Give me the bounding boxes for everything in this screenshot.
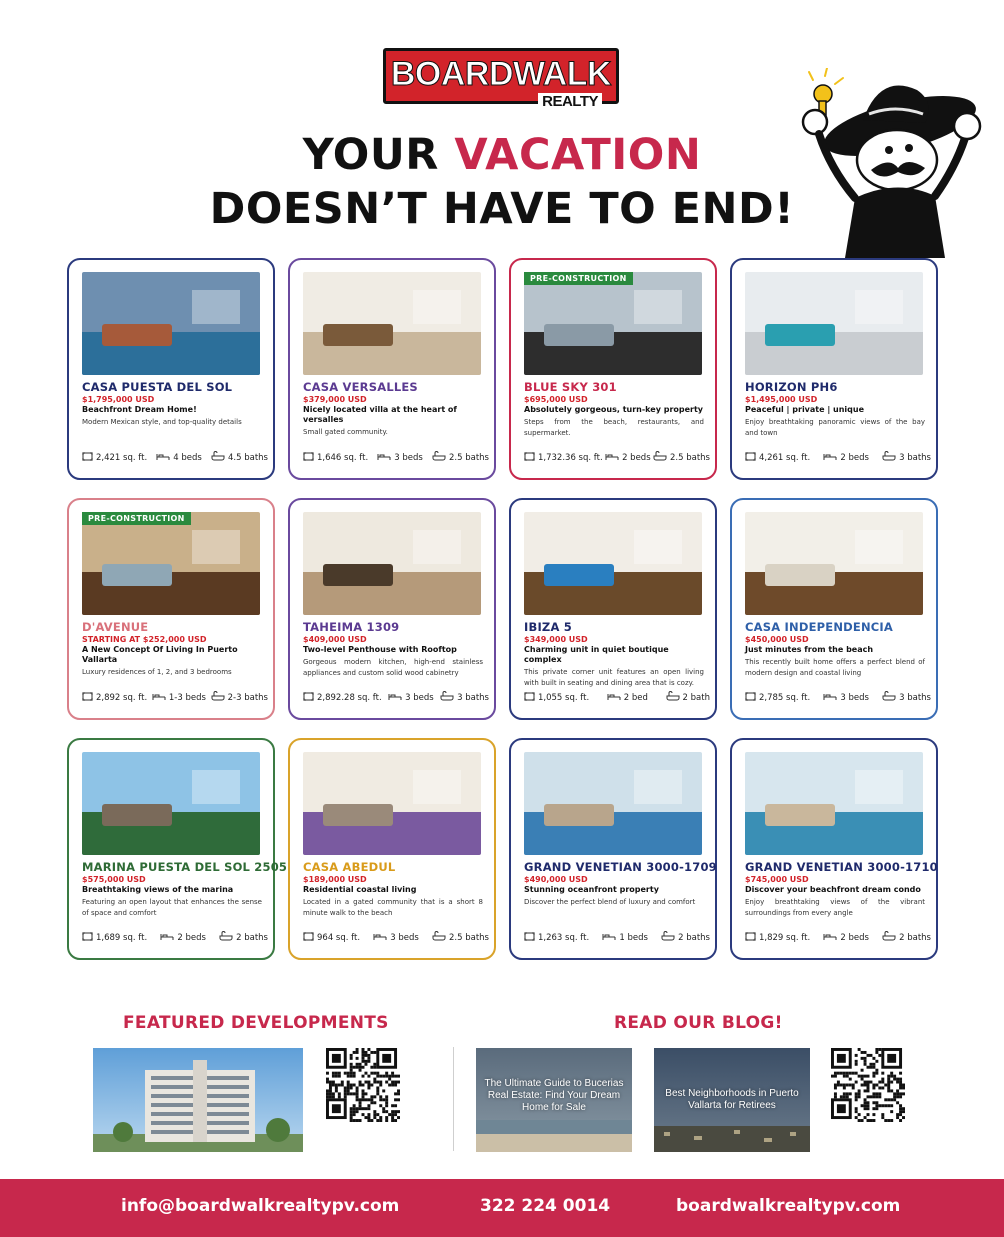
sqft-value: 1,689 sq. ft. — [96, 932, 148, 943]
sqft-spec — [82, 932, 147, 944]
sqft-value: 964 sq. ft. — [317, 932, 361, 943]
baths-value: 2 baths — [678, 932, 710, 943]
bathtub-icon — [653, 451, 667, 464]
listing-tagline: Charming unit in quiet boutique complex — [524, 645, 669, 664]
listing-name[interactable]: CASA INDEPENDENCIA — [745, 620, 893, 634]
beds-spec — [388, 692, 434, 704]
sqft-value: 2,421 sq. ft. — [96, 452, 148, 463]
section-divider — [453, 1047, 454, 1151]
listing-card[interactable] — [509, 738, 717, 960]
listing-photo[interactable] — [524, 272, 702, 375]
listing-card[interactable] — [509, 498, 717, 720]
baths-spec — [211, 451, 268, 464]
listing-name[interactable]: CASA ABEDUL — [303, 860, 396, 874]
listing-description: Discover the perfect blend of luxury and comfort — [524, 898, 696, 906]
sqft-spec — [82, 692, 147, 704]
listing-specs — [303, 931, 489, 944]
headline-pre: YOUR — [302, 130, 455, 180]
listing-photo[interactable] — [303, 272, 481, 375]
listing-photo[interactable] — [303, 512, 481, 615]
pre-construction-badge: PRE-CONSTRUCTION — [82, 512, 191, 525]
listing-price: $349,000 USD — [524, 635, 588, 644]
sqft-spec — [745, 932, 810, 944]
area-icon — [82, 932, 93, 944]
baths-value: 2 bath — [682, 692, 710, 703]
beds-value: 2 bed — [623, 692, 648, 703]
listing-specs — [82, 931, 268, 944]
bed-icon — [823, 692, 837, 704]
listing-description: This recently built home offers a perfect blend of modern design and coastal living — [745, 658, 925, 677]
listing-description: Luxury residences of 1, 2, and 3 bedrooms — [82, 668, 232, 676]
listing-name[interactable]: HORIZON PH6 — [745, 380, 838, 394]
listing-price: $450,000 USD — [745, 635, 809, 644]
beds-spec — [823, 692, 869, 704]
baths-spec — [882, 451, 931, 464]
bathtub-icon — [666, 691, 680, 704]
listing-specs — [303, 451, 489, 464]
listing-description: Featuring an open layout that enhances the sense of space and comfort — [82, 898, 262, 917]
beds-value: 3 beds — [405, 692, 434, 703]
listing-card[interactable] — [67, 498, 275, 720]
bathtub-icon — [661, 931, 675, 944]
listing-tagline: Discover your beachfront dream condo — [745, 885, 921, 894]
baths-value: 2.5 baths — [449, 932, 489, 943]
footer-email-link[interactable]: info@boardwalkrealtypv.com — [121, 1196, 400, 1216]
baths-value: 3 baths — [899, 692, 931, 703]
baths-spec — [432, 451, 489, 464]
beds-value: 2 beds — [177, 932, 206, 943]
listing-description: Modern Mexican style, and top-quality details — [82, 418, 242, 426]
sqft-spec — [524, 932, 589, 944]
listing-tagline: Breathtaking views of the marina — [82, 885, 234, 894]
bed-icon — [823, 452, 837, 464]
listing-price: $490,000 USD — [524, 875, 588, 884]
beds-spec — [607, 692, 648, 704]
bed-icon — [607, 692, 621, 704]
baths-spec — [432, 931, 489, 944]
sqft-spec — [303, 452, 368, 464]
bathtub-icon — [882, 691, 896, 704]
sqft-spec — [303, 932, 360, 944]
baths-spec — [440, 691, 489, 704]
blog-post-2[interactable] — [654, 1048, 810, 1152]
bathtub-icon — [440, 691, 454, 704]
bathtub-icon — [432, 931, 446, 944]
listing-price: $1,495,000 USD — [745, 395, 818, 404]
listing-price: $189,000 USD — [303, 875, 367, 884]
listing-name[interactable]: GRAND VENETIAN 3000-1709 — [524, 860, 717, 874]
listing-name[interactable]: GRAND VENETIAN 3000-1710 — [745, 860, 938, 874]
listing-tagline: Beachfront Dream Home! — [82, 405, 197, 414]
pre-construction-badge: PRE-CONSTRUCTION — [524, 272, 633, 285]
bed-icon — [160, 932, 174, 944]
beds-spec — [156, 452, 202, 464]
listing-description: Enjoy breathtaking panoramic views of the bay and town — [745, 418, 925, 437]
listing-description: Gorgeous modern kitchen, high-end stainless appliances and custom solid wood cabinetry — [303, 658, 483, 677]
blog-post-1-caption: The Ultimate Guide to Bucerias Real Estate: Find Your Dream Home for Sale — [484, 1078, 624, 1113]
beds-value: 3 beds — [394, 452, 423, 463]
baths-spec — [661, 931, 710, 944]
listing-description: Steps from the beach, restaurants, and supermarket. — [524, 418, 704, 437]
listing-photo[interactable] — [745, 752, 923, 855]
listing-description: This private corner unit features an open living with built in seating and dining area that is cozy. — [524, 668, 704, 687]
beds-value: 1 beds — [619, 932, 648, 943]
listing-specs — [524, 691, 710, 704]
sqft-spec — [303, 692, 382, 704]
listing-specs — [82, 451, 268, 464]
baths-spec — [219, 931, 268, 944]
sqft-value: 2,785 sq. ft. — [759, 692, 811, 703]
listing-tagline: Just minutes from the beach — [745, 645, 874, 654]
logo-main-text: BOARDWALK — [390, 55, 612, 93]
area-icon — [524, 452, 535, 464]
baths-spec — [882, 931, 931, 944]
sqft-value: 2,892 sq. ft. — [96, 692, 148, 703]
bed-icon — [152, 692, 166, 704]
listing-price: $745,000 USD — [745, 875, 809, 884]
baths-spec — [882, 691, 931, 704]
listing-card[interactable] — [288, 258, 496, 480]
sqft-spec — [745, 452, 810, 464]
area-icon — [82, 452, 93, 464]
listing-name[interactable]: MARINA PUESTA DEL SOL 2505 — [82, 860, 288, 874]
listing-card[interactable] — [67, 738, 288, 960]
listing-price: STARTING AT $252,000 USD — [82, 635, 207, 644]
listing-price: $695,000 USD — [524, 395, 588, 404]
listing-price: $409,000 USD — [303, 635, 367, 644]
footer-bar — [0, 1179, 1004, 1237]
beds-value: 2 beds — [840, 932, 869, 943]
listing-photo[interactable] — [524, 752, 702, 855]
listing-tagline: Absolutely gorgeous, turn-key property — [524, 405, 704, 414]
listing-specs — [745, 451, 931, 464]
baths-value: 2-3 baths — [227, 692, 268, 703]
beds-spec — [602, 932, 648, 944]
featured-development-image[interactable] — [93, 1048, 303, 1152]
listing-card[interactable] — [288, 498, 496, 720]
beds-value: 4 beds — [173, 452, 202, 463]
beds-spec — [160, 932, 206, 944]
area-icon — [745, 452, 756, 464]
sqft-spec — [82, 452, 147, 464]
baths-spec — [653, 451, 710, 464]
listing-card[interactable] — [730, 738, 938, 960]
listing-photo[interactable] — [745, 512, 923, 615]
listing-tagline: Peaceful | private | unique — [745, 405, 865, 414]
brand-logo[interactable] — [383, 48, 619, 110]
listing-price: $1,795,000 USD — [82, 395, 155, 404]
listing-description: Small gated community. — [303, 428, 388, 436]
listing-specs — [745, 931, 931, 944]
sqft-spec — [524, 692, 589, 704]
listing-name[interactable]: BLUE SKY 301 — [524, 380, 617, 394]
bed-icon — [602, 932, 616, 944]
listing-tagline: A New Concept Of Living In Puerto Vallarta — [82, 645, 238, 664]
listing-photo[interactable] — [303, 752, 481, 855]
sqft-value: 1,732.36 sq. ft. — [538, 452, 603, 463]
listing-specs — [524, 931, 710, 944]
listing-price: $575,000 USD — [82, 875, 146, 884]
beds-value: 2 beds — [840, 452, 869, 463]
featured-developments-title: FEATURED DEVELOPMENTS — [123, 1013, 389, 1033]
area-icon — [303, 932, 314, 944]
listing-description: Located in a gated community that is a short 8 minute walk to the beach — [303, 898, 483, 917]
area-icon — [303, 452, 314, 464]
listing-photo[interactable] — [524, 512, 702, 615]
listing-price: $379,000 USD — [303, 395, 367, 404]
area-icon — [524, 932, 535, 944]
listing-description: Enjoy breathtaking views of the vibrant surroundings from every angle — [745, 898, 925, 917]
beds-value: 3 beds — [390, 932, 419, 943]
bathtub-icon — [882, 931, 896, 944]
beds-value: 3 beds — [840, 692, 869, 703]
mascot-illustration — [785, 68, 995, 258]
listing-name[interactable]: CASA VERSALLES — [303, 380, 418, 394]
listing-photo[interactable] — [745, 272, 923, 375]
listing-name[interactable]: D'AVENUE — [82, 620, 149, 634]
listing-specs — [303, 691, 489, 704]
listing-tagline: Stunning oceanfront property — [524, 885, 659, 894]
beds-spec — [377, 452, 423, 464]
beds-value: 2 beds — [622, 452, 651, 463]
sqft-value: 1,055 sq. ft. — [538, 692, 590, 703]
listing-card[interactable] — [730, 498, 938, 720]
blog-post-1[interactable] — [476, 1048, 632, 1152]
beds-spec — [823, 932, 869, 944]
listing-tagline: Nicely located villa at the heart of versalles — [303, 405, 457, 424]
bathtub-icon — [211, 691, 225, 704]
area-icon — [82, 692, 93, 704]
baths-value: 2 baths — [236, 932, 268, 943]
baths-value: 3 baths — [899, 452, 931, 463]
baths-spec — [211, 691, 268, 704]
listing-photo[interactable] — [82, 272, 260, 375]
sqft-value: 2,892.28 sq. ft. — [317, 692, 382, 703]
beds-spec — [152, 692, 206, 704]
listing-tagline: Residential coastal living — [303, 885, 417, 894]
headline-line-2: DOESN’T HAVE TO END! — [209, 184, 795, 234]
sqft-value: 1,646 sq. ft. — [317, 452, 369, 463]
beds-value: 1-3 beds — [168, 692, 206, 703]
bed-icon — [156, 452, 170, 464]
bed-icon — [377, 452, 391, 464]
bed-icon — [605, 452, 619, 464]
beds-spec — [373, 932, 419, 944]
listing-specs — [82, 691, 268, 704]
footer-website-link[interactable]: boardwalkrealtypv.com — [676, 1196, 901, 1216]
baths-value: 3 baths — [457, 692, 489, 703]
beds-spec — [605, 452, 651, 464]
bed-icon — [373, 932, 387, 944]
sqft-value: 1,263 sq. ft. — [538, 932, 590, 943]
baths-value: 4.5 baths — [228, 452, 268, 463]
listing-specs — [745, 691, 931, 704]
headline-accent: VACATION — [454, 130, 702, 180]
bed-icon — [388, 692, 402, 704]
baths-value: 2 baths — [899, 932, 931, 943]
beds-spec — [823, 452, 869, 464]
listing-name[interactable]: TAHEIMA 1309 — [303, 620, 400, 634]
blog-title: READ OUR BLOG! — [614, 1013, 783, 1033]
area-icon — [745, 932, 756, 944]
area-icon — [524, 692, 535, 704]
listing-specs — [524, 451, 710, 464]
logo-sub-text: REALTY — [538, 93, 602, 110]
listing-tagline: Two-level Penthouse with Rooftop — [303, 645, 457, 654]
bathtub-icon — [432, 451, 446, 464]
bathtub-icon — [211, 451, 225, 464]
baths-value: 2.5 baths — [449, 452, 489, 463]
bed-icon — [823, 932, 837, 944]
sqft-value: 1,829 sq. ft. — [759, 932, 811, 943]
listing-card[interactable] — [730, 258, 938, 480]
area-icon — [303, 692, 314, 704]
bathtub-icon — [219, 931, 233, 944]
listing-card[interactable] — [67, 258, 275, 480]
sqft-value: 4,261 sq. ft. — [759, 452, 811, 463]
listing-card[interactable] — [509, 258, 717, 480]
listing-photo[interactable] — [82, 512, 260, 615]
sqft-spec — [524, 452, 603, 464]
listing-name[interactable]: CASA PUESTA DEL SOL — [82, 380, 233, 394]
baths-spec — [666, 691, 710, 704]
listing-name[interactable]: IBIZA 5 — [524, 620, 572, 634]
bathtub-icon — [882, 451, 896, 464]
featured-qr-code[interactable] — [326, 1048, 400, 1122]
footer-phone-link[interactable]: 322 224 0014 — [480, 1196, 611, 1216]
listing-card[interactable] — [288, 738, 496, 960]
baths-value: 2.5 baths — [670, 452, 710, 463]
area-icon — [745, 692, 756, 704]
listing-photo[interactable] — [82, 752, 260, 855]
sqft-spec — [745, 692, 810, 704]
blog-qr-code[interactable] — [831, 1048, 905, 1122]
blog-post-2-caption: Best Neighborhoods in Puerto Vallarta for Retirees — [665, 1088, 799, 1111]
